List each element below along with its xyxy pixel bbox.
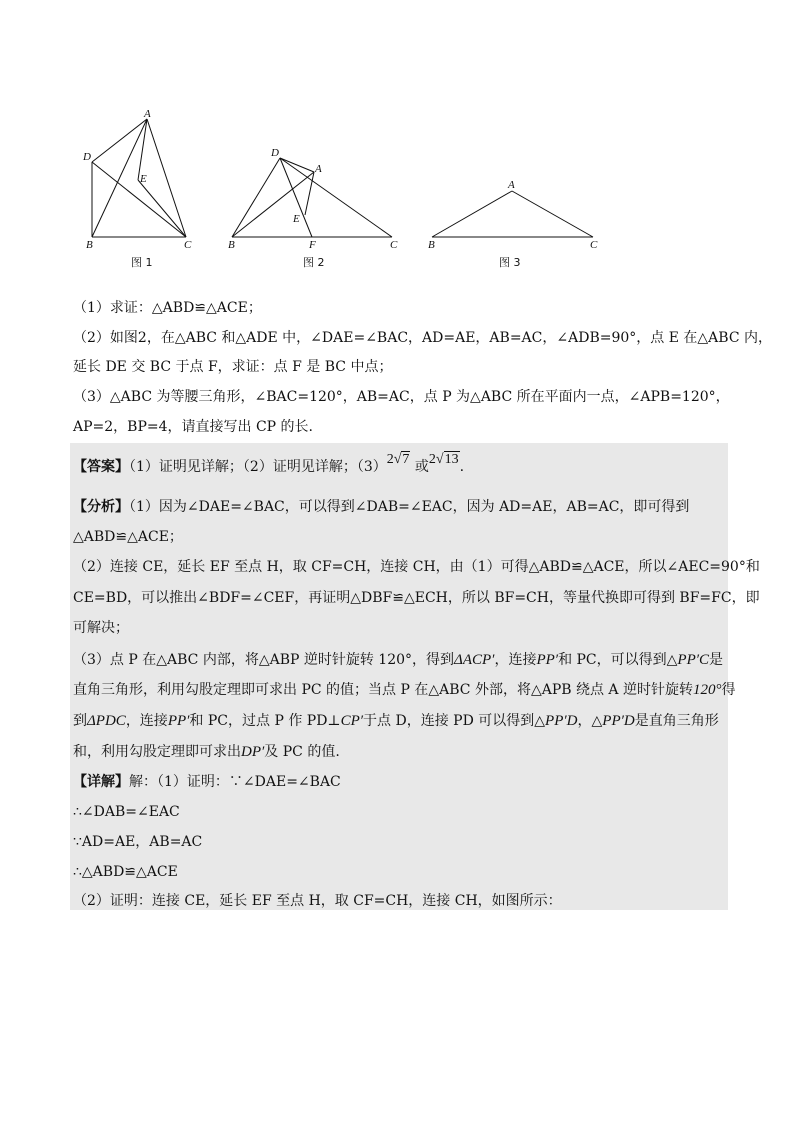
math-ppd-2: PP′D bbox=[602, 713, 635, 729]
math-120-degree: 120° bbox=[692, 682, 722, 698]
figure-3-lines bbox=[432, 191, 593, 237]
fig3-label-c: C bbox=[590, 239, 598, 251]
math-dp-prime: DP′ bbox=[241, 744, 265, 760]
analysis-p3b-text-1: 直角三角形，利用勾股定理即可求出 PC 的值；当点 P 在△ABC 外部，将△APB 绕点 A 逆时针旋转 bbox=[73, 682, 693, 698]
answer-or: 或 bbox=[414, 459, 429, 475]
fig1-label-a: A bbox=[144, 108, 151, 120]
sqrt-radicand-2: 13 bbox=[444, 452, 459, 467]
analysis-line-5: 可解决； bbox=[73, 620, 129, 636]
sqrt-coef-1: 2 bbox=[386, 452, 394, 467]
fig3-label-b: B bbox=[428, 239, 435, 251]
fig1-caption: 图 1 bbox=[131, 256, 153, 269]
question-3-line-1: （3）△ABC 为等腰三角形，∠BAC=120°，AB=AC，点 P 为△ABC 所在平面内一点，∠APB=120°， bbox=[73, 389, 730, 405]
fig2-caption: 图 2 bbox=[303, 256, 325, 269]
sqrt-coef-2: 2 bbox=[428, 452, 436, 467]
figures-area bbox=[0, 0, 800, 290]
fig2-label-a: A bbox=[315, 163, 322, 175]
analysis-line-4: CE=BD，可以推出∠BDF=∠CEF，再证明△DBF≌△ECH，所以 BF=CH，等量代换即可得到 BF=FC，即 bbox=[73, 590, 760, 606]
detail-l1: 解：（1）证明：∵∠DAE=∠BAC bbox=[129, 774, 341, 790]
analysis-p3b-text-2: 得 bbox=[721, 682, 736, 698]
detail-line-2: ∴∠DAB=∠EAC bbox=[73, 804, 180, 820]
answer-end: . bbox=[459, 459, 465, 475]
analysis-p1a: （1）因为∠DAE=∠BAC，可以得到∠DAB=∠EAC，因为 AD=AE，AB=AC，即可得到 bbox=[129, 499, 690, 515]
math-cp-prime: CP′ bbox=[340, 713, 364, 729]
math-pp-prime-2: PP′ bbox=[167, 713, 190, 729]
math-ppd: PP′D bbox=[545, 713, 578, 729]
fig2-label-b: B bbox=[228, 239, 235, 251]
fig2-label-f: F bbox=[309, 239, 316, 251]
math-pp-prime: PP′ bbox=[536, 652, 559, 668]
analysis-p3c-text-4: 于点 D，连接 PD 可以得到△ bbox=[363, 713, 546, 729]
question-2-line-2: 延长 DE 交 BC 于点 F，求证：点 F 是 BC 中点； bbox=[73, 359, 393, 375]
fig2-label-d: D bbox=[271, 147, 279, 159]
analysis-line-3: （2）连接 CE，延长 EF 至点 H，取 CF=CH，连接 CH，由（1）可得△ABD≌△ACE，所以∠AEC=90°和 bbox=[73, 559, 760, 575]
detail-line-4: ∴△ABD≌△ACE bbox=[73, 864, 178, 880]
detail-line-1 bbox=[73, 772, 341, 792]
math-acp-prime: ΔACP′ bbox=[454, 652, 495, 668]
detail-label: 【详解】 bbox=[73, 774, 129, 790]
question-1: （1）求证：△ABD≌△ACE； bbox=[73, 300, 262, 316]
analysis-p3c-text-3: 和 PC，过点 P 作 PD⊥ bbox=[189, 713, 341, 729]
analysis-line-2: △ABD≌△ACE； bbox=[73, 529, 183, 545]
analysis-label: 【分析】 bbox=[73, 499, 129, 515]
answer-label: 【答案】 bbox=[73, 459, 129, 475]
detail-line-3: ∵AD=AE，AB=AC bbox=[73, 834, 203, 850]
question-2-line-1: （2）如图2，在△ABC 和△ADE 中，∠DAE=∠BAC，AD=AE，AB=AC，∠ADB=90°，点 E 在△ABC 内， bbox=[73, 330, 772, 346]
fig3-caption: 图 3 bbox=[499, 256, 521, 269]
geometry-figures bbox=[0, 0, 800, 290]
analysis-p3c-text-2: ，连接 bbox=[125, 713, 168, 729]
figure-2-lines bbox=[232, 158, 392, 237]
fig1-label-e: E bbox=[140, 173, 147, 185]
analysis-p3d-text-2: 及 PC 的值. bbox=[264, 744, 340, 760]
analysis-line-1 bbox=[73, 497, 689, 517]
sqrt-expression-2: 2√13 bbox=[428, 452, 459, 467]
fig3-label-a: A bbox=[508, 179, 515, 191]
math-ppc: PP′C bbox=[677, 652, 710, 668]
analysis-line-9 bbox=[73, 742, 340, 762]
answer-line bbox=[73, 452, 465, 478]
analysis-p3c-text-6: 是直角三角形 bbox=[634, 713, 719, 729]
question-3-line-2: AP=2，BP=4，请直接写出 CP 的长. bbox=[73, 419, 313, 435]
analysis-p3c-text-5: ，△ bbox=[577, 713, 603, 729]
math-pdc: ΔPDC bbox=[87, 713, 126, 729]
detail-line-5: （2）证明：连接 CE，延长 EF 至点 H，取 CF=CH，连接 CH，如图所示： bbox=[73, 893, 562, 909]
sqrt-expression-1: 2√7 bbox=[386, 452, 410, 467]
fig2-label-c: C bbox=[390, 239, 398, 251]
fig1-label-b: B bbox=[86, 239, 93, 251]
analysis-line-8 bbox=[73, 711, 719, 731]
answer-text: （1）证明见详解；（2）证明见详解；（3） bbox=[129, 459, 387, 475]
fig1-label-d: D bbox=[83, 151, 91, 163]
analysis-p3a-text-3: 和 PC，可以得到△ bbox=[558, 652, 678, 668]
analysis-line-6 bbox=[73, 650, 723, 670]
analysis-line-7 bbox=[73, 680, 735, 700]
analysis-p3a-text-2: ，连接 bbox=[494, 652, 537, 668]
fig1-label-c: C bbox=[184, 239, 192, 251]
analysis-p3c-text-1: 到 bbox=[73, 713, 87, 729]
analysis-p3d-text-1: 和，利用勾股定理即可求出 bbox=[73, 744, 241, 760]
analysis-p3a-text-1: （3）点 P 在△ABC 内部，将△ABP 逆时针旋转 120°，得到 bbox=[73, 652, 455, 668]
analysis-p3a-text-4: 是 bbox=[709, 652, 724, 668]
figure-1-lines bbox=[92, 119, 186, 237]
sqrt-radicand-1: 7 bbox=[402, 452, 410, 467]
fig2-label-e: E bbox=[293, 213, 300, 225]
